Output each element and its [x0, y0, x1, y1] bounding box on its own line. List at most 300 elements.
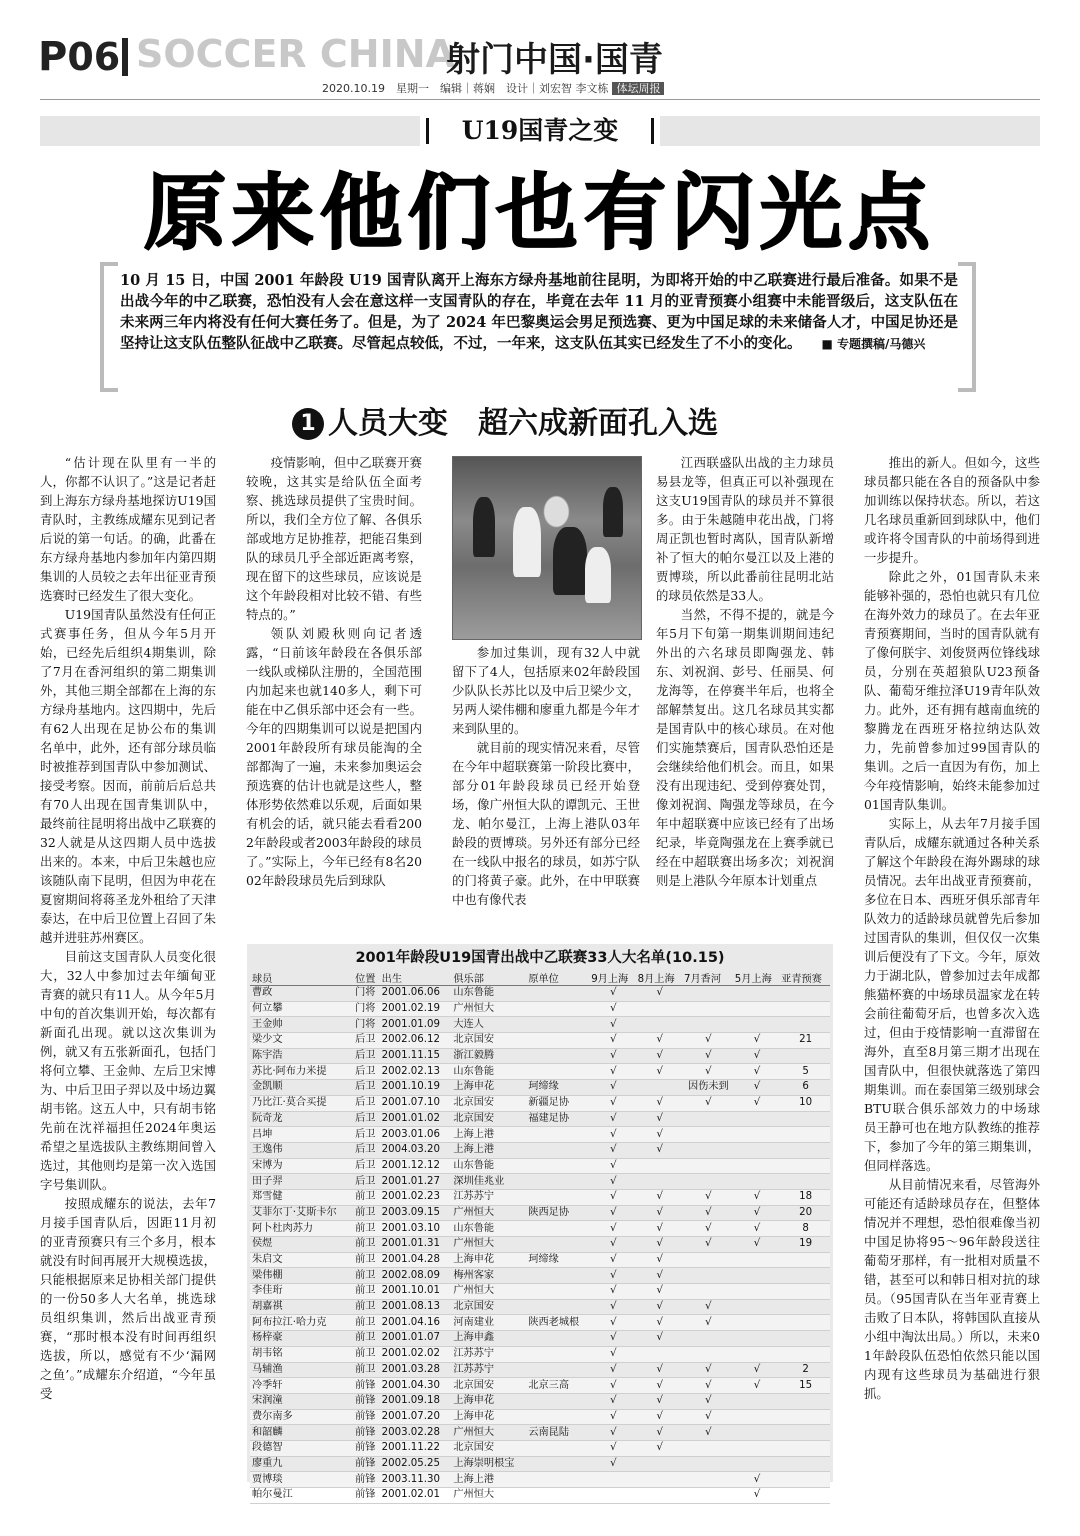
table-cell: √: [589, 1409, 635, 1425]
table-cell: [682, 1252, 733, 1268]
table-cell: [526, 1346, 589, 1362]
table-cell: √: [682, 1409, 733, 1425]
table-cell: 杨梓豪: [250, 1331, 353, 1347]
table-row: [250, 1001, 830, 1017]
table-cell: 深圳佳兆业: [451, 1174, 526, 1190]
table-cell: [779, 1409, 830, 1425]
table-cell: 前卫: [353, 1346, 380, 1362]
table-cell: [779, 1425, 830, 1441]
table-cell: 江苏苏宁: [451, 1346, 526, 1362]
table-row: [250, 1142, 830, 1158]
table-cell: 上海上港: [451, 1127, 526, 1143]
table-cell: 后卫: [353, 1174, 380, 1190]
table-cell: 前卫: [353, 1237, 380, 1253]
table-cell: 段德智: [250, 1440, 353, 1456]
table-cell: 前卫: [353, 1362, 380, 1378]
table-cell: [526, 1221, 589, 1237]
table-cell: [682, 1346, 733, 1362]
column-header: 7月香河: [682, 970, 733, 986]
table-cell: [526, 1174, 589, 1190]
table-row: [250, 986, 830, 1002]
table-cell: 珂缔缘: [526, 1252, 589, 1268]
table-row: [250, 1299, 830, 1315]
headline: 原来他们也有闪光点: [143, 166, 936, 261]
table-cell: 2001.01.27: [380, 1174, 452, 1190]
paragraph: 除此之外，01国青队未来能够补强的，恐怕也就只有几位在海外效力的球员了。在去年亚青预赛期间，当时的国青队就有了像何朕宇、刘俊贤两位锋线球员，分别在英超狼队U23预备队、葡萄牙维拉泽U19青年队效力。此外，还有拥有越南血统的黎腾龙在西班牙格拉纳达队效力，先前曾参加过99国青队的集训。之后一直因为有伤，加上今年疫情影响，始终未能参加过01国青队集训。: [864, 569, 1040, 812]
table-cell: [779, 1252, 830, 1268]
table-cell: [636, 1017, 682, 1033]
table-cell: [526, 1362, 589, 1378]
table-cell: 前锋: [353, 1378, 380, 1394]
table-cell: 2001.11.22: [380, 1440, 452, 1456]
table-cell: [636, 1080, 682, 1096]
paragraph: 推出的新人。但如今，这些球员都只能在各自的预备队中参加训练以保持状态。所以，若这几名球员重新回到球队中，他们或许将令国青队的中前场得到进一步提升。: [864, 455, 1040, 565]
table-cell: √: [589, 1237, 635, 1253]
table-cell: 前卫: [353, 1299, 380, 1315]
table-cell: √: [636, 1284, 682, 1300]
header-rule: [40, 99, 1040, 100]
table-cell: 前锋: [353, 1472, 380, 1488]
table-cell: [526, 1393, 589, 1409]
table-cell: 6: [779, 1080, 830, 1096]
table-cell: [733, 1393, 779, 1409]
table-cell: 王逸伟: [250, 1142, 353, 1158]
table-cell: [779, 1393, 830, 1409]
table-cell: [733, 1142, 779, 1158]
table-cell: 前卫: [353, 1189, 380, 1205]
table-cell: 5: [779, 1064, 830, 1080]
table-cell: √: [589, 1393, 635, 1409]
column-3: [452, 643, 640, 933]
column-header: 俱乐部: [451, 970, 526, 986]
table-cell: 苏比·阿布力米提: [250, 1064, 353, 1080]
table-cell: √: [682, 1189, 733, 1205]
section-subhead: 1 人员大变 超六成新面孔入选: [292, 398, 718, 442]
table-cell: 后卫: [353, 1033, 380, 1049]
table-cell: 山东鲁能: [451, 1064, 526, 1080]
table-cell: 15: [779, 1378, 830, 1394]
table-cell: √: [682, 1221, 733, 1237]
paragraph: 当然，不得不提的，就是今年5月下旬第一期集训期间违纪外出的六名球员即陶强龙、韩东、刘祝润、彭号、任丽昊、何龙海等，在停赛半年后，也将全部解禁复出。这几名球员其实都是国青队中的核心球员。在对他们实施禁赛后，国青队恐怕还是会继续给他们机会。而且，如果没有出现违纪、受到停赛处罚，像刘祝润、陶强龙等球员，在今年中超联赛中应该已经有了出场纪录，毕竟陶强龙在上赛季就已经在中超联赛出场多次；刘祝润则是上港队今年原本计划重点: [656, 607, 834, 888]
paragraph: 目前这支国青队人员变化很大，32人中参加过去年缅甸亚青赛的就只有11人。从今年5月中旬的首次集训开始，每次都有新面孔出现。就以这次集训为例，就又有五张新面孔，包括门将何立攀、王金帅、左后卫宋博为、中后卫田子羿以及中场边翼胡韦铭。这五人中，只有胡韦铭先前在沈祥福担任2024年奥运希望之星选拔队主教练期间曾入选过，其他则均是第一次入选国字号集训队。: [40, 949, 216, 1192]
table-cell: √: [733, 1080, 779, 1096]
table-row: [250, 1189, 830, 1205]
table-cell: √: [589, 1111, 635, 1127]
table-row: [250, 1456, 830, 1472]
table-cell: 浙江毅腾: [451, 1048, 526, 1064]
table-cell: √: [636, 1409, 682, 1425]
table-cell: 2001.04.16: [380, 1315, 452, 1331]
table-cell: 后卫: [353, 1158, 380, 1174]
table-cell: √: [682, 1064, 733, 1080]
table-cell: [589, 1472, 635, 1488]
table-cell: 北京国安: [451, 1111, 526, 1127]
table-cell: 2001.02.23: [380, 1189, 452, 1205]
table-cell: 广州恒大: [451, 1488, 526, 1504]
table-cell: [779, 1001, 830, 1017]
table-cell: [733, 1174, 779, 1190]
table-cell: 后卫: [353, 1064, 380, 1080]
table-cell: 2004.03.20: [380, 1142, 452, 1158]
table-cell: 2001.02.02: [380, 1346, 452, 1362]
table-cell: [682, 986, 733, 1002]
table-cell: √: [636, 1315, 682, 1331]
table-cell: 胡韦铭: [250, 1346, 353, 1362]
table-cell: 前卫: [353, 1315, 380, 1331]
table-cell: √: [682, 1299, 733, 1315]
table-cell: √: [589, 1299, 635, 1315]
meta-tag: 体坛周报: [612, 82, 664, 95]
table-cell: 2002.06.12: [380, 1033, 452, 1049]
table-cell: 郑雪健: [250, 1189, 353, 1205]
table-row: [250, 1017, 830, 1033]
table-cell: [733, 1001, 779, 1017]
table-cell: [779, 1142, 830, 1158]
table-cell: [779, 1268, 830, 1284]
table-cell: √: [636, 1033, 682, 1049]
table-cell: [682, 1017, 733, 1033]
column-1: [40, 453, 216, 1493]
table-row: [250, 1440, 830, 1456]
table-cell: √: [682, 1315, 733, 1331]
table-cell: 8: [779, 1221, 830, 1237]
table-cell: 廖重九: [250, 1456, 353, 1472]
table-cell: 广州恒大: [451, 1284, 526, 1300]
table-cell: 梁伟棚: [250, 1268, 353, 1284]
table-cell: √: [636, 1362, 682, 1378]
table-cell: 广州恒大: [451, 1425, 526, 1441]
table-cell: 2001.01.02: [380, 1111, 452, 1127]
table-cell: [779, 1158, 830, 1174]
table-row: [250, 1284, 830, 1300]
table-cell: 后卫: [353, 1111, 380, 1127]
match-photo: [452, 456, 642, 640]
table-cell: 21: [779, 1033, 830, 1049]
table-cell: 和韶麟: [250, 1425, 353, 1441]
byline: ■ 专题撰稿/马德兴: [821, 337, 926, 351]
table-cell: 后卫: [353, 1095, 380, 1111]
table-cell: √: [589, 1142, 635, 1158]
table-cell: 2003.11.30: [380, 1472, 452, 1488]
table-cell: 山东鲁能: [451, 1158, 526, 1174]
table-cell: 河南建业: [451, 1315, 526, 1331]
table-cell: √: [589, 1127, 635, 1143]
table-cell: 山东鲁能: [451, 1221, 526, 1237]
table-cell: 前锋: [353, 1425, 380, 1441]
table-cell: [779, 1174, 830, 1190]
table-cell: √: [733, 1189, 779, 1205]
table-cell: [526, 1001, 589, 1017]
table-cell: 后卫: [353, 1127, 380, 1143]
table-cell: 上海上港: [451, 1142, 526, 1158]
table-cell: 上海申花: [451, 1409, 526, 1425]
table-row: [250, 1393, 830, 1409]
table-cell: 门将: [353, 1001, 380, 1017]
table-cell: √: [636, 1393, 682, 1409]
table-cell: 上海崇明根宝: [451, 1456, 526, 1472]
table-cell: 2001.04.28: [380, 1252, 452, 1268]
table-cell: 广州恒大: [451, 1001, 526, 1017]
table-cell: [526, 1064, 589, 1080]
table-cell: [779, 986, 830, 1002]
table-cell: [682, 1472, 733, 1488]
table-cell: 北京国安: [451, 1095, 526, 1111]
table-cell: 前锋: [353, 1488, 380, 1504]
table-cell: 2001.07.10: [380, 1095, 452, 1111]
table-cell: 梅州客家: [451, 1268, 526, 1284]
table-cell: 前卫: [353, 1221, 380, 1237]
paragraph: 疫情影响，但中乙联赛开赛较晚，这其实是给队伍全面考察、挑选球员提供了宝贵时间。所以，我们全方位了解、各俱乐部或地方足协推荐，把能召集到队的球员几乎全部近距离考察，现在留下的这些球员，应该说是这个年龄段相对比较不错、有些特点的。”: [246, 455, 422, 622]
table-cell: [779, 1346, 830, 1362]
table-cell: [526, 1472, 589, 1488]
table-cell: √: [589, 1315, 635, 1331]
table-cell: 上海上港: [451, 1472, 526, 1488]
table-cell: 上海申鑫: [451, 1331, 526, 1347]
table-cell: √: [733, 1095, 779, 1111]
table-row: [250, 1048, 830, 1064]
table-row: [250, 1111, 830, 1127]
roster-title: 2001年龄段U19国青出战中乙联赛33人大名单(10.15): [355, 950, 725, 966]
table-cell: √: [682, 1095, 733, 1111]
table-cell: [526, 1142, 589, 1158]
table-cell: 马辅渔: [250, 1362, 353, 1378]
paragraph: “估计现在队里有一半的人，你都不认识了。”这是记者赶到上海东方绿舟基地探访U19国青队时，主教练成耀东见到记者后说的第一句话。的确，此番在东方绿舟基地内参加年内第四期集训的人员较之去年出征亚青预选赛时已经发生了很大变化。: [40, 455, 216, 603]
table-cell: 北京国安: [451, 1378, 526, 1394]
table-cell: 2001.02.19: [380, 1001, 452, 1017]
table-cell: [682, 1111, 733, 1127]
table-cell: [733, 1252, 779, 1268]
table-cell: [636, 1001, 682, 1017]
table-cell: √: [589, 1080, 635, 1096]
table-row: [250, 1252, 830, 1268]
table-row: [250, 1064, 830, 1080]
table-row: [250, 1158, 830, 1174]
table-cell: √: [589, 1033, 635, 1049]
table-cell: 费尔南多: [250, 1409, 353, 1425]
table-cell: 李佳珩: [250, 1284, 353, 1300]
table-cell: 2001.09.18: [380, 1393, 452, 1409]
table-cell: 前锋: [353, 1393, 380, 1409]
table-cell: [733, 986, 779, 1002]
table-cell: [779, 1456, 830, 1472]
page-number: P06: [38, 34, 121, 80]
table-cell: 2001.01.07: [380, 1331, 452, 1347]
table-cell: √: [589, 1189, 635, 1205]
table-cell: [682, 1142, 733, 1158]
table-cell: [733, 1425, 779, 1441]
subhead-number: 1: [292, 408, 324, 440]
table-row: [250, 1174, 830, 1190]
column-header: 5月上海: [733, 970, 779, 986]
table-cell: 北京国安: [451, 1299, 526, 1315]
table-cell: 2001.07.20: [380, 1409, 452, 1425]
table-cell: √: [589, 1205, 635, 1221]
table-cell: [733, 1409, 779, 1425]
table-cell: √: [589, 1064, 635, 1080]
table-cell: [779, 1127, 830, 1143]
table-cell: √: [636, 1237, 682, 1253]
table-cell: [733, 1017, 779, 1033]
table-cell: 阮奇龙: [250, 1111, 353, 1127]
header-divider: [122, 38, 128, 76]
table-row: [250, 1472, 830, 1488]
table-cell: 梁少文: [250, 1033, 353, 1049]
table-cell: 2001.12.12: [380, 1158, 452, 1174]
column-4: [656, 453, 834, 933]
table-cell: √: [636, 1425, 682, 1441]
table-cell: 2002.05.25: [380, 1456, 452, 1472]
table-cell: [779, 1440, 830, 1456]
brand-title: SOCCER CHINA: [136, 32, 455, 76]
table-cell: √: [733, 1378, 779, 1394]
table-cell: 10: [779, 1095, 830, 1111]
table-row: [250, 1237, 830, 1253]
column-header: 8月上海: [636, 970, 682, 986]
table-cell: 王金帅: [250, 1017, 353, 1033]
table-cell: [636, 1158, 682, 1174]
table-cell: [779, 1331, 830, 1347]
table-cell: [526, 1017, 589, 1033]
table-cell: [526, 1237, 589, 1253]
table-cell: 18: [779, 1189, 830, 1205]
section-title: 射门中国·国青: [446, 40, 663, 80]
column-header: 原单位: [526, 970, 589, 986]
paragraph: 就目前的现实情况来看，尽管在今年中超联赛第一阶段比赛中，部分01年龄段球员已经开始登场，像广州恒大队的谭凯元、王世龙、帕尔曼江，上海上港队03年龄段的贾博琰。另外还有部分已经在一线队中报名的球员，如苏宁队的门将黄子豪。此外，在中甲联赛中也有像代表: [452, 740, 640, 907]
table-cell: 2001.01.09: [380, 1017, 452, 1033]
table-cell: 朱启文: [250, 1252, 353, 1268]
table-cell: 前卫: [353, 1284, 380, 1300]
table-row: [250, 1315, 830, 1331]
roster-table: [250, 970, 830, 1504]
table-cell: 2001.11.15: [380, 1048, 452, 1064]
table-cell: √: [636, 1064, 682, 1080]
table-cell: [526, 1033, 589, 1049]
table-cell: √: [733, 1362, 779, 1378]
table-cell: 2001.10.19: [380, 1080, 452, 1096]
table-cell: [526, 1456, 589, 1472]
table-cell: 曹政: [250, 986, 353, 1002]
table-cell: 上海申花: [451, 1080, 526, 1096]
table-cell: 2001.04.30: [380, 1378, 452, 1394]
table-cell: [779, 1111, 830, 1127]
table-cell: 胡嘉祺: [250, 1299, 353, 1315]
table-cell: √: [636, 1378, 682, 1394]
paragraph: 参加过集训，现有32人中就留下了4人，包括原来02年龄段国少队队长苏比以及中后卫梁少文，另两人梁伟棚和廖重九都是今年才来到队里的。: [452, 645, 640, 736]
table-cell: [733, 1268, 779, 1284]
table-cell: [526, 1127, 589, 1143]
table-cell: [682, 1174, 733, 1190]
table-cell: 后卫: [353, 1142, 380, 1158]
table-cell: 上海申花: [451, 1393, 526, 1409]
table-row: [250, 1268, 830, 1284]
table-cell: 2002.08.09: [380, 1268, 452, 1284]
table-cell: √: [636, 1268, 682, 1284]
paragraph: 实际上，从去年7月接手国青队后，成耀东就通过各种关系了解这个年龄段在海外踢球的球员情况。去年出战亚青预赛前，多位在日本、西班牙俱乐部青年队效力的适龄球员就曾先后参加过国青队的集训，但仅仅一次集训后便没有了下文。今年，原效力于湖北队，曾参加过去年成都熊猫杯赛的中场球员温家龙在转会前往葡萄牙后，也曾多次入选过，但由于疫情影响一直滞留在海外，直至8月第三期才出现在国青队中，但很快就落选了第四期集训。而在泰国第三级别球会BTU联合俱乐部效力的中场球员王静可也在地方队教练的推荐下，参加了今年的第三期集训，但同样落选。: [864, 816, 1040, 1173]
table-cell: 北京三高: [526, 1378, 589, 1394]
paragraph: 从目前情况来看，尽管海外可能还有适龄球员存在，但整体情况并不理想，恐怕很难像当初中国足协将95～96年龄段送往葡萄牙那样，有一批相对质量不错，甚至可以和韩日相对抗的球员。（95国青队在当年亚青赛上击败了日本队，将韩国队直接从小组中淘汰出局。）所以，未来01年龄段队伍恐怕依然只能以国内现有这些球员为基础进行狠抓。: [864, 1177, 1040, 1401]
table-cell: √: [636, 1095, 682, 1111]
table-row: [250, 1080, 830, 1096]
table-cell: [636, 1472, 682, 1488]
table-cell: [526, 1048, 589, 1064]
table-cell: √: [733, 1033, 779, 1049]
table-row: [250, 1127, 830, 1143]
table-cell: [636, 1346, 682, 1362]
table-cell: √: [682, 1378, 733, 1394]
table-cell: [733, 1127, 779, 1143]
table-cell: √: [589, 1095, 635, 1111]
table-cell: √: [682, 1237, 733, 1253]
table-cell: 门将: [353, 986, 380, 1002]
paragraph: U19国青队虽然没有任何正式赛事任务，但从今年5月开始，已经先后组织4期集训，除了7月在香河组织的第二期集训外，其他三期全部都在上海的东方绿舟基地内。这四期中，先后有62人出现在足协公布的集训名单中，此外，还有部分球员临时被推荐到国青队中参加测试、接受考察。因而，前前后后总共有70人出现在国青集训队中，最终前往昆明将出战中乙联赛的32人就是从这四期人员中选拔出来的。本来，中后卫朱越也应该随队南下昆明，但因为申花在夏窗期间将蒋圣龙外租给了天津泰达，在中后卫位置上召回了朱越并进驻苏州赛区。: [40, 607, 216, 945]
table-cell: 阿布拉江·哈力克: [250, 1315, 353, 1331]
table-cell: √: [589, 1425, 635, 1441]
table-cell: 前锋: [353, 1409, 380, 1425]
table-cell: √: [589, 1158, 635, 1174]
table-cell: [526, 1299, 589, 1315]
column-header: 位置: [353, 970, 380, 986]
table-cell: 2001.08.13: [380, 1299, 452, 1315]
table-cell: √: [733, 1064, 779, 1080]
table-cell: 贾博琰: [250, 1472, 353, 1488]
table-row: [250, 1095, 830, 1111]
table-cell: √: [636, 1142, 682, 1158]
table-cell: 江苏苏宁: [451, 1362, 526, 1378]
table-cell: 19: [779, 1237, 830, 1253]
table-cell: √: [589, 1017, 635, 1033]
table-cell: √: [589, 1284, 635, 1300]
table-cell: [779, 1315, 830, 1331]
table-cell: 2001.06.06: [380, 986, 452, 1002]
table-cell: 帕尔曼江: [250, 1488, 353, 1504]
table-row: [250, 1221, 830, 1237]
table-cell: 前卫: [353, 1268, 380, 1284]
table-cell: √: [682, 1205, 733, 1221]
column-header: 亚青预赛: [779, 970, 830, 986]
table-cell: √: [589, 1252, 635, 1268]
table-cell: 江苏苏宁: [451, 1189, 526, 1205]
table-cell: [682, 1127, 733, 1143]
table-cell: √: [682, 1393, 733, 1409]
table-cell: 艾菲尔丁·艾斯卡尔: [250, 1205, 353, 1221]
table-cell: [636, 1488, 682, 1504]
table-cell: [682, 1284, 733, 1300]
table-cell: √: [733, 1472, 779, 1488]
table-cell: 福建足协: [526, 1111, 589, 1127]
table-row: [250, 1425, 830, 1441]
table-cell: [779, 1284, 830, 1300]
column-header: 9月上海: [589, 970, 635, 986]
table-cell: √: [589, 1048, 635, 1064]
table-cell: [733, 1284, 779, 1300]
table-row: [250, 1362, 830, 1378]
table-cell: √: [682, 1033, 733, 1049]
table-cell: 前卫: [353, 1252, 380, 1268]
table-cell: 宋博为: [250, 1158, 353, 1174]
table-cell: 2001.03.28: [380, 1362, 452, 1378]
table-cell: √: [636, 1189, 682, 1205]
table-row: [250, 1205, 830, 1221]
table-cell: [779, 1017, 830, 1033]
table-cell: 2003.02.28: [380, 1425, 452, 1441]
table-cell: [733, 1299, 779, 1315]
table-cell: [733, 1346, 779, 1362]
roster-header-row: [250, 970, 830, 986]
table-cell: [526, 1189, 589, 1205]
table-cell: 云南昆陆: [526, 1425, 589, 1441]
table-cell: 侯煜: [250, 1237, 353, 1253]
table-cell: 珂缔缘: [526, 1080, 589, 1096]
